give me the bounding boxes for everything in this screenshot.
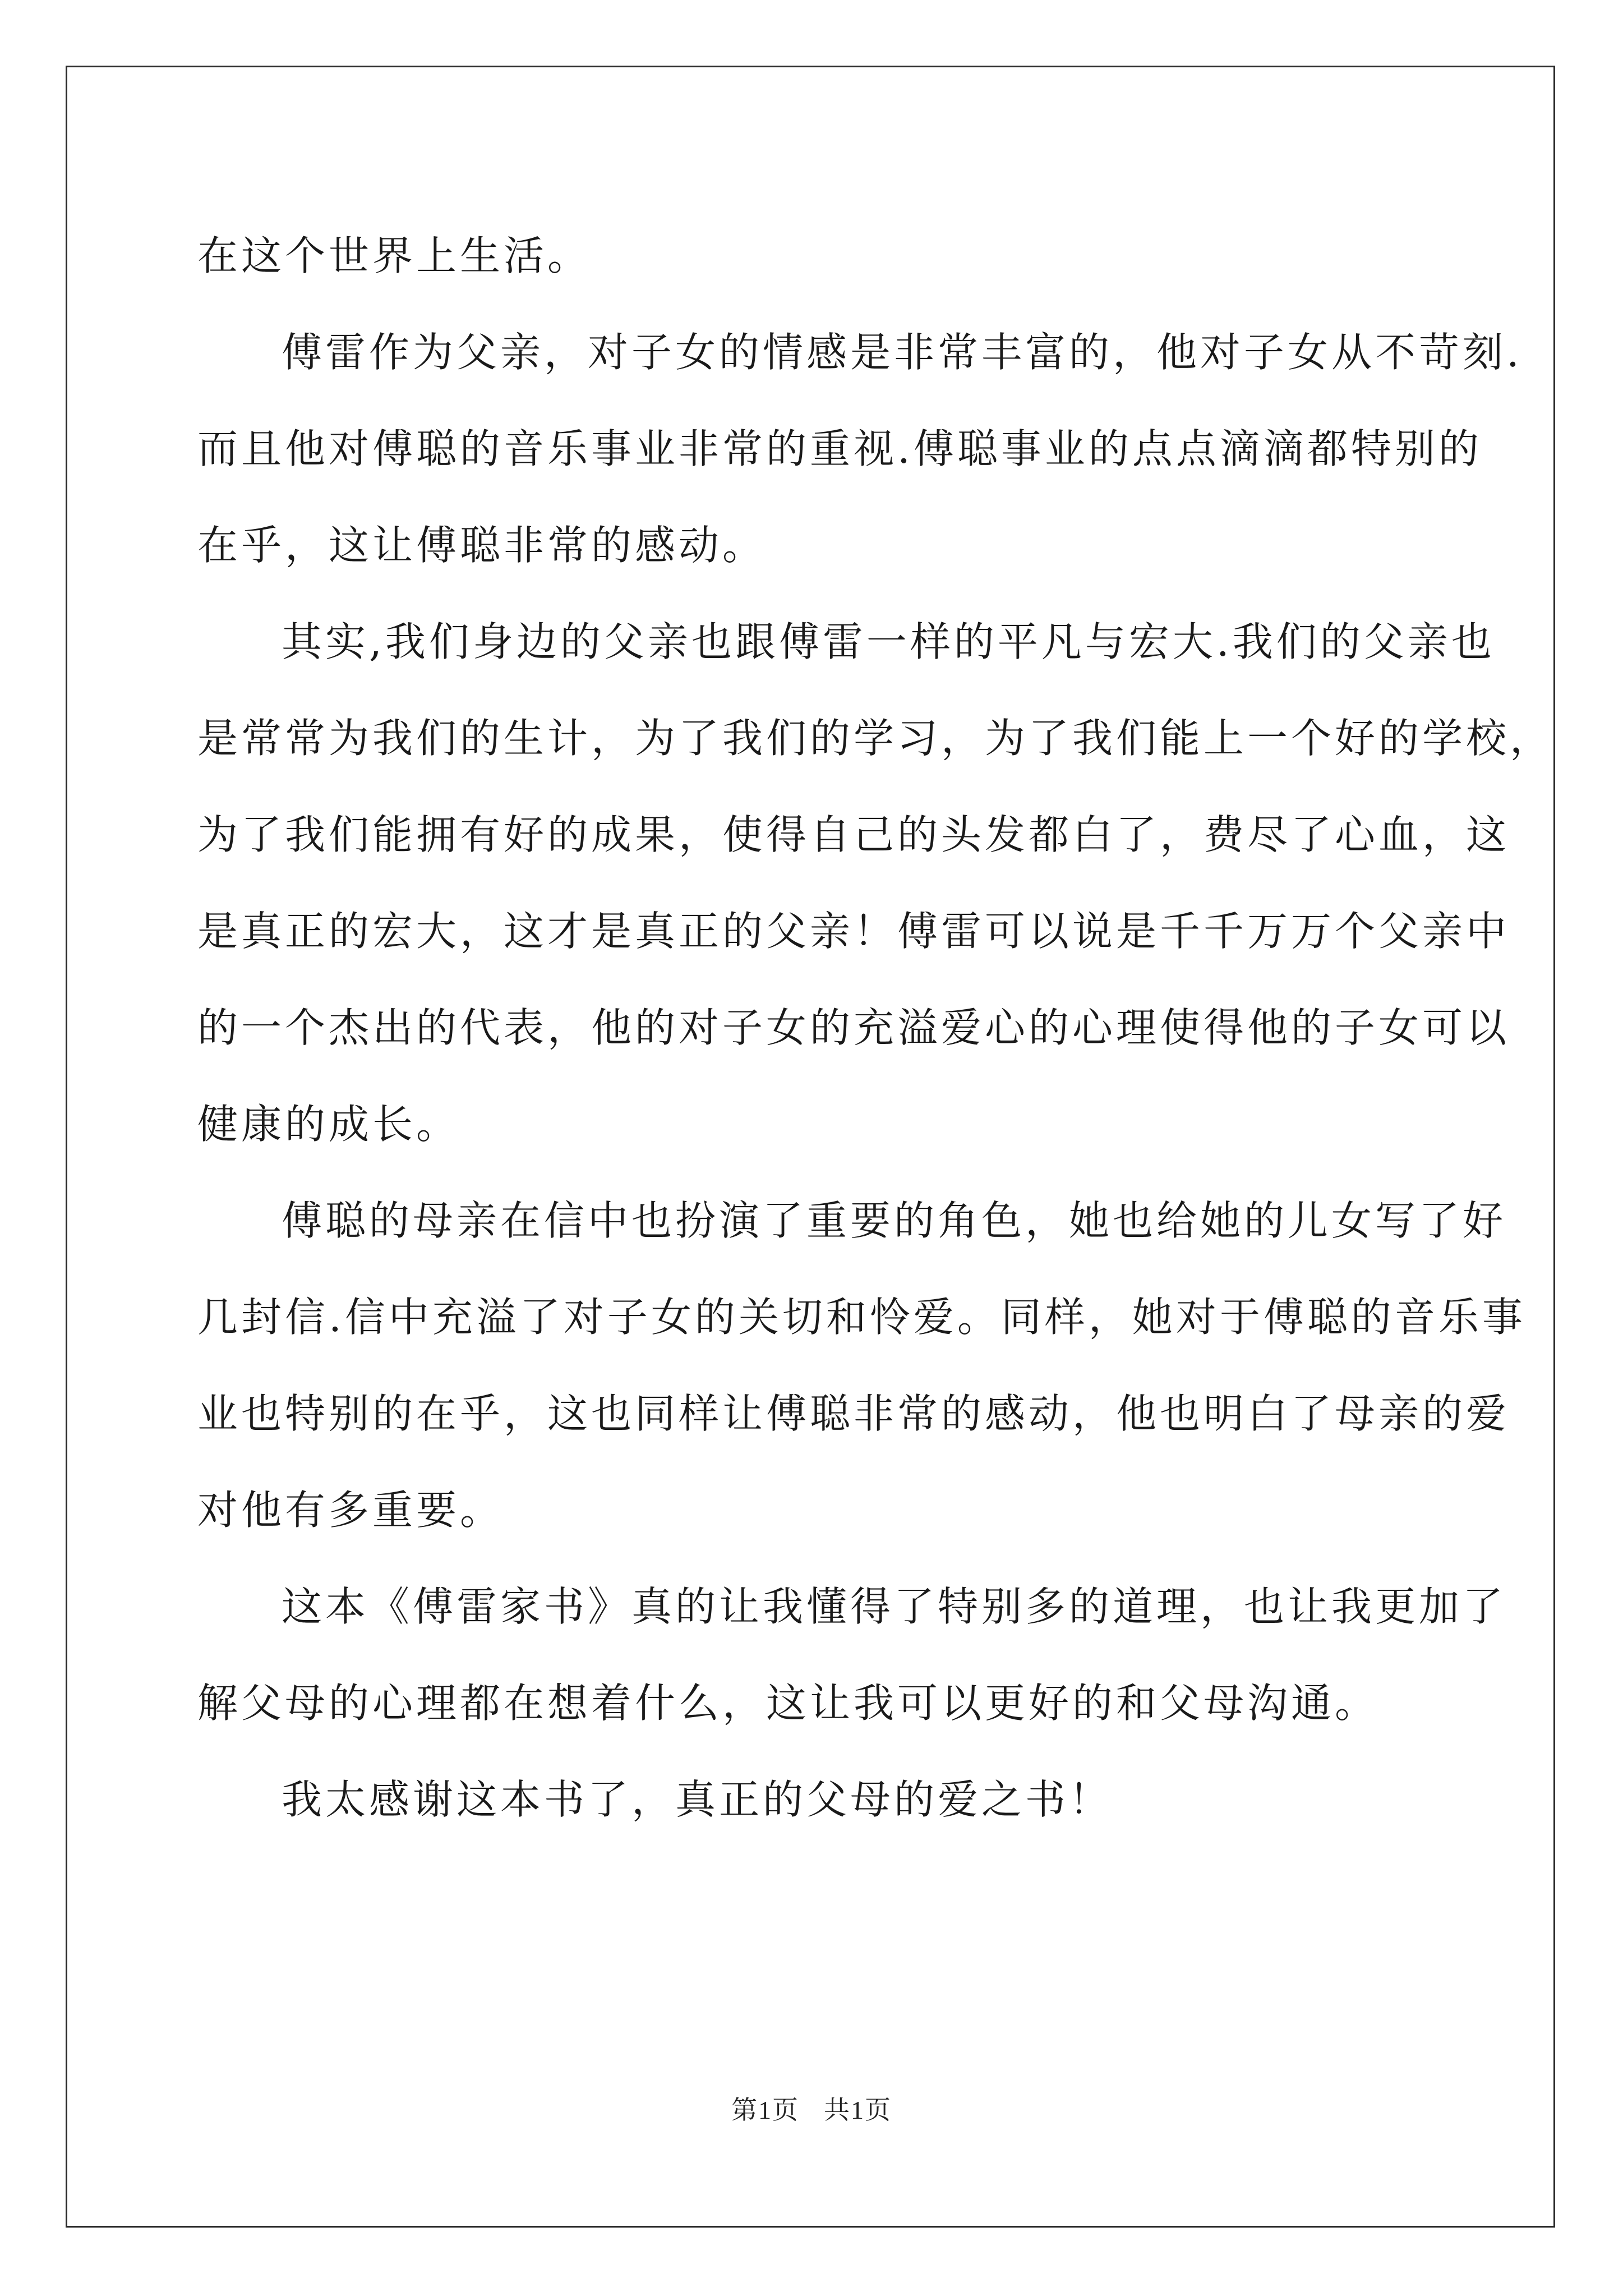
text-line: 这本《傅雷家书》真的让我懂得了特别多的道理，也让我更加了 xyxy=(282,1583,1507,1630)
text-line: 傅雷作为父亲，对子女的情感是非常丰富的，他对子女从不苛刻. xyxy=(282,329,1523,376)
text-line: 解父母的心理都在想着什么，这让我可以更好的和父母沟通。 xyxy=(197,1680,1379,1727)
text-line: 健康的成长。 xyxy=(197,1101,460,1148)
page-footer xyxy=(0,2090,1623,2127)
text-line: 对他有多重要。 xyxy=(197,1487,504,1534)
text-line: 在这个世界上生活。 xyxy=(197,232,592,279)
text-line: 我太感谢这本书了，真正的父母的爱之书！ xyxy=(282,1776,1113,1823)
text-line: 是常常为我们的生计，为了我们的学习，为了我们能上一个好的学校， xyxy=(197,715,1554,762)
page-number: 第1页 xyxy=(731,2096,799,2124)
text-line: 在乎，这让傅聪非常的感动。 xyxy=(197,522,767,569)
document-body xyxy=(197,208,1554,1848)
text-line: 傅聪的母亲在信中也扮演了重要的角色，她也给她的儿女写了好 xyxy=(282,1197,1507,1244)
text-line: 业也特别的在乎，这也同样让傅聪非常的感动，他也明白了母亲的爱 xyxy=(197,1390,1510,1437)
page-count: 共1页 xyxy=(824,2096,892,2124)
text-line: 其实,我们身边的父亲也跟傅雷一样的平凡与宏大.我们的父亲也 xyxy=(282,618,1495,665)
text-line: 为了我们能拥有好的成果，使得自己的头发都白了，费尽了心血，这 xyxy=(197,811,1510,858)
text-line: 几封信.信中充溢了对子女的关切和怜爱。同样，她对于傅聪的音乐事 xyxy=(197,1294,1526,1341)
text-line: 是真正的宏大，这才是真正的父亲！傅雷可以说是千千万万个父亲中 xyxy=(197,908,1510,955)
text-line: 的一个杰出的代表，他的对子女的充溢爱心的心理使得他的子女可以 xyxy=(197,1004,1510,1051)
text-line: 而且他对傅聪的音乐事业非常的重视.傅聪事业的点点滴滴都特别的 xyxy=(197,425,1482,472)
